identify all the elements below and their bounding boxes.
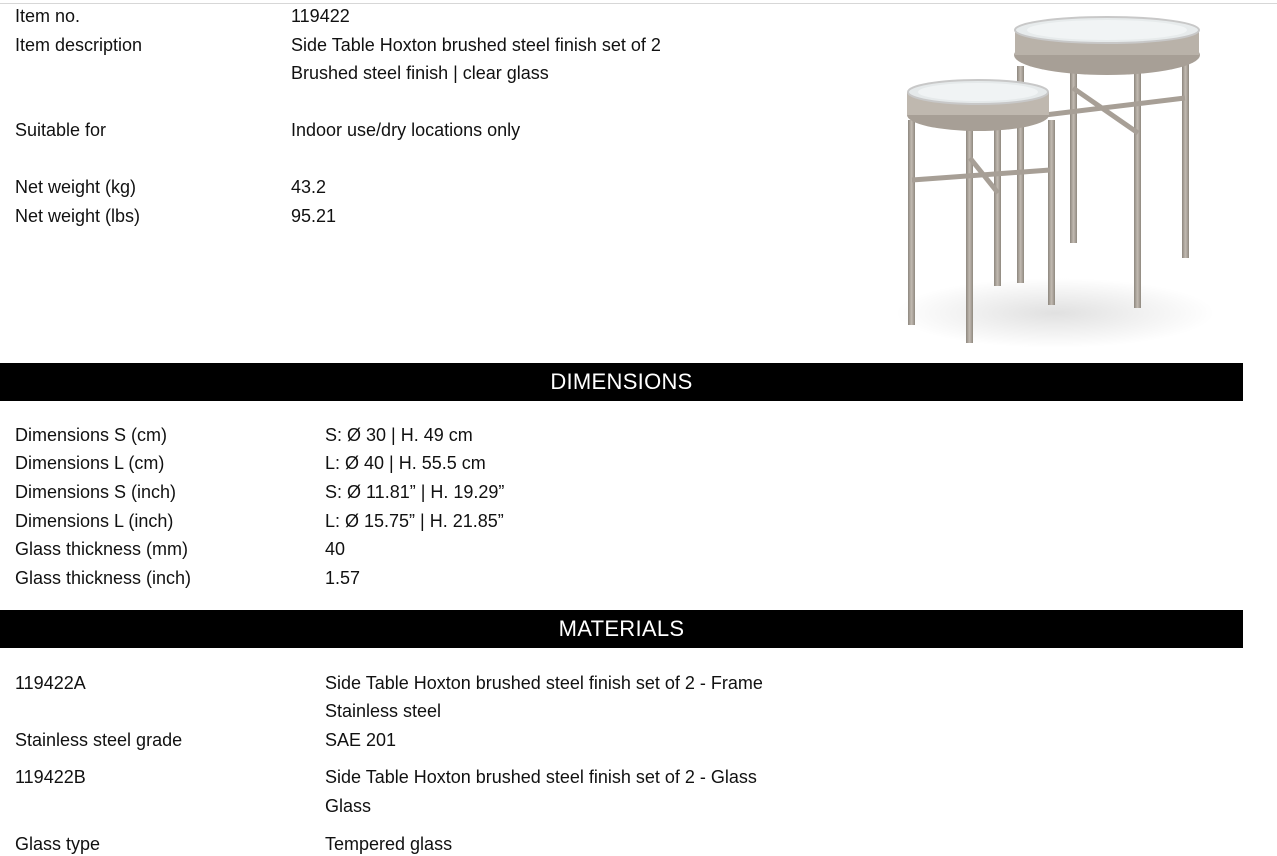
- dimension-value: S: Ø 11.81” | H. 19.29”: [325, 482, 505, 502]
- dimension-label: Dimensions S (cm): [15, 425, 168, 445]
- item-description-label: Item description: [15, 35, 143, 55]
- glass-type-value: Tempered glass: [325, 834, 453, 854]
- dimension-label: Glass thickness (inch): [15, 568, 192, 588]
- glass-material: Glass: [325, 796, 372, 816]
- frame-material: Stainless steel: [325, 701, 442, 721]
- dimension-value: S: Ø 30 | H. 49 cm: [325, 425, 473, 445]
- suitable-for-label: Suitable for: [15, 120, 107, 140]
- steel-grade-value: SAE 201: [325, 730, 397, 750]
- net-weight-lbs-value: 95.21: [291, 206, 337, 226]
- side-table-set-illustration: [890, 8, 1220, 353]
- dimensions-heading: DIMENSIONS: [0, 363, 1243, 401]
- dimension-value: L: Ø 15.75” | H. 21.85”: [325, 511, 504, 531]
- top-divider: [0, 3, 1277, 4]
- item-no-value: 119422: [291, 6, 350, 26]
- dimension-value: L: Ø 40 | H. 55.5 cm: [325, 453, 486, 473]
- net-weight-kg-label: Net weight (kg): [15, 177, 137, 197]
- dimension-label: Dimensions S (inch): [15, 482, 177, 502]
- item-description-line2: Brushed steel finish | clear glass: [291, 63, 549, 83]
- glass-description: Side Table Hoxton brushed steel finish set of 2 - Glass: [325, 767, 757, 787]
- materials-heading: MATERIALS: [0, 610, 1243, 648]
- dimension-label: Glass thickness (mm): [15, 539, 189, 559]
- dimension-value: 40: [325, 539, 346, 559]
- item-description-line1: Side Table Hoxton brushed steel finish set of 2: [291, 35, 661, 55]
- net-weight-kg-value: 43.2: [291, 177, 327, 197]
- dimension-label: Dimensions L (cm): [15, 453, 165, 473]
- net-weight-lbs-label: Net weight (lbs): [15, 206, 141, 226]
- item-no-label: Item no.: [15, 6, 81, 26]
- frame-code: 119422A: [15, 673, 86, 693]
- dimension-label: Dimensions L (inch): [15, 511, 174, 531]
- dimension-value: 1.57: [325, 568, 361, 588]
- glass-type-label: Glass type: [15, 834, 101, 854]
- suitable-for-value: Indoor use/dry locations only: [291, 120, 521, 140]
- frame-description: Side Table Hoxton brushed steel finish set of 2 - Frame: [325, 673, 763, 693]
- steel-grade-label: Stainless steel grade: [15, 730, 183, 750]
- glass-code: 119422B: [15, 767, 86, 787]
